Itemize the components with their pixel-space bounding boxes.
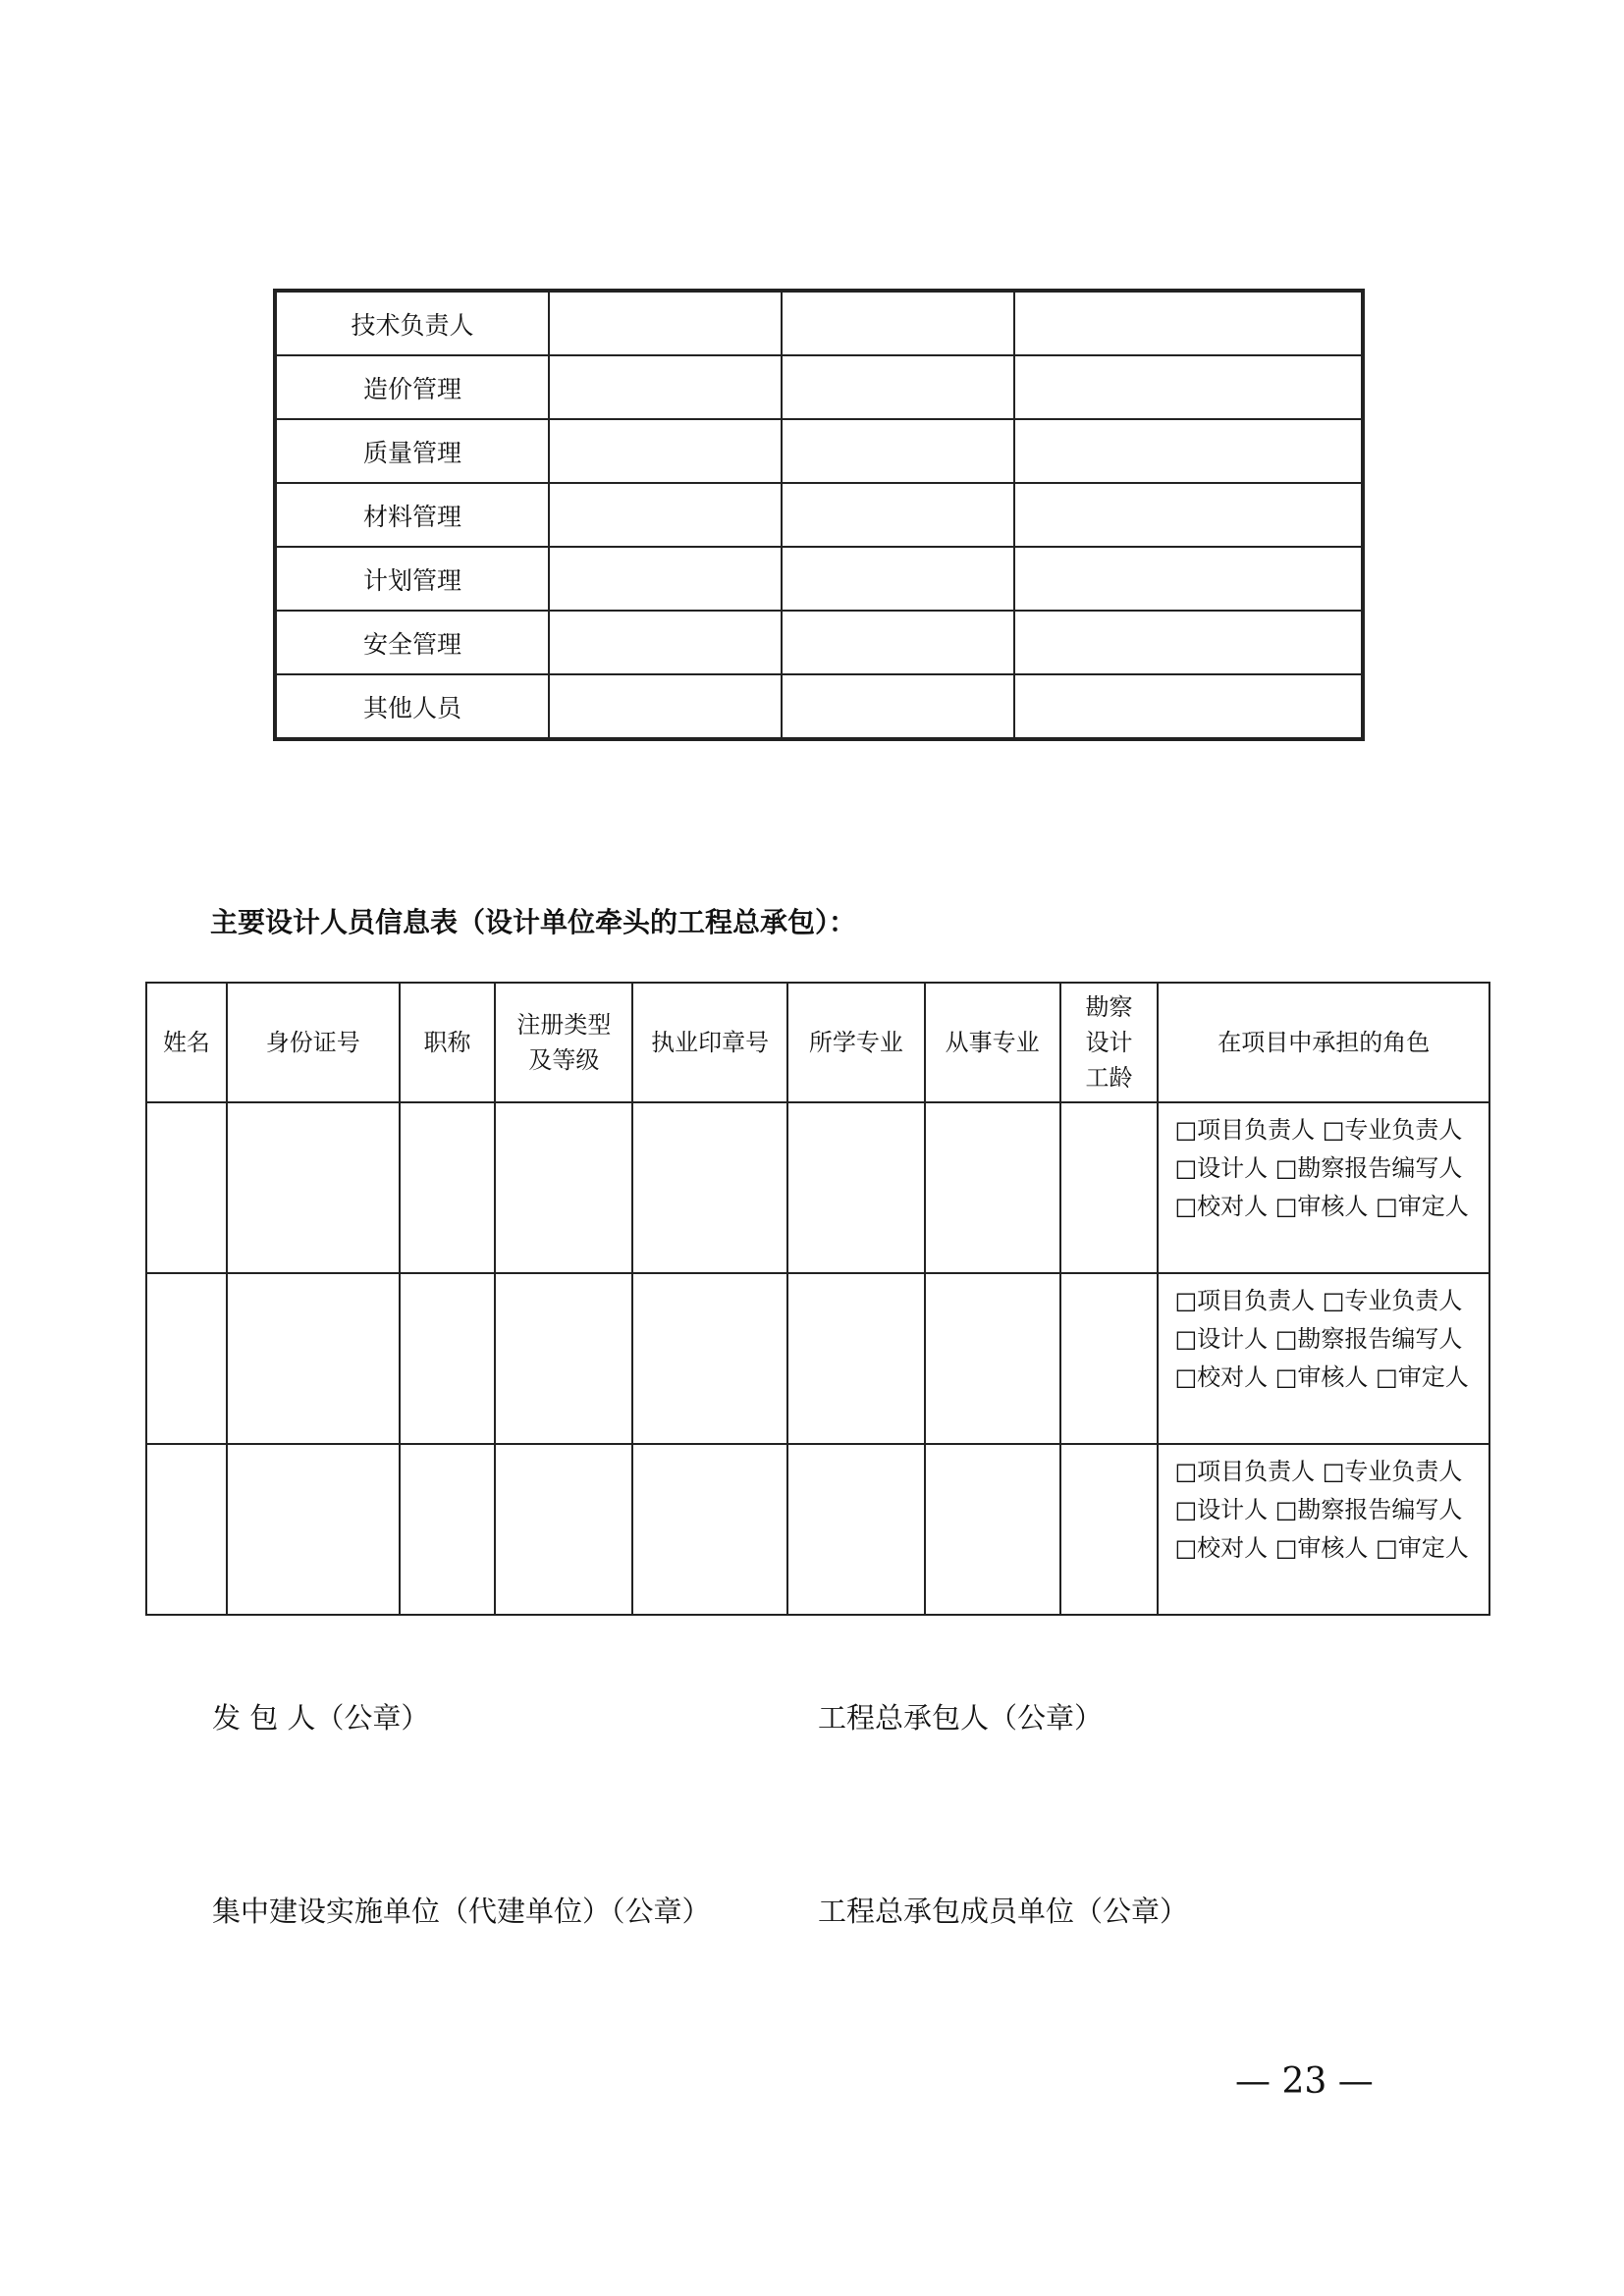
empty-cell [787, 1273, 925, 1444]
empty-cell [400, 1444, 496, 1615]
table-row [275, 674, 1363, 739]
header-design-years [1060, 983, 1159, 1102]
empty-cell [782, 355, 1014, 419]
header-line: 设计 [1085, 1029, 1133, 1056]
header-line: 勘察 [1085, 993, 1133, 1021]
empty-cell [549, 483, 782, 547]
empty-cell [1014, 419, 1363, 483]
empty-cell [787, 1102, 925, 1273]
role-cell: 技术负责人 [275, 291, 549, 355]
header-line: 注册类型 [516, 1011, 612, 1039]
header-major-practiced: 从事专业 [925, 983, 1060, 1102]
empty-cell [1014, 355, 1363, 419]
empty-cell [227, 1102, 400, 1273]
empty-cell [495, 1273, 632, 1444]
empty-cell [782, 547, 1014, 611]
header-major-studied: 所学专业 [787, 983, 925, 1102]
empty-cell [782, 419, 1014, 483]
table-row [146, 1102, 1489, 1273]
empty-cell [1060, 1444, 1159, 1615]
empty-cell [400, 1273, 496, 1444]
table-row [275, 547, 1363, 611]
role-options-cell [1158, 1102, 1489, 1273]
empty-cell [925, 1102, 1060, 1273]
empty-cell [1014, 547, 1363, 611]
contractor-seal-label: 工程总承包人（公章） [818, 1701, 1104, 1735]
empty-cell [1014, 291, 1363, 355]
empty-cell [549, 291, 782, 355]
empty-cell [495, 1444, 632, 1615]
section-title: 主要设计人员信息表（设计单位牵头的工程总承包）： [210, 906, 857, 938]
empty-cell [146, 1102, 227, 1273]
role-options-cell [1158, 1444, 1489, 1615]
empty-cell [549, 355, 782, 419]
empty-cell [400, 1102, 496, 1273]
table-row [275, 355, 1363, 419]
empty-cell [925, 1273, 1060, 1444]
empty-cell [632, 1102, 787, 1273]
empty-cell [227, 1444, 400, 1615]
table-row [275, 483, 1363, 547]
header-title: 职称 [400, 983, 496, 1102]
role-cell: 计划管理 [275, 547, 549, 611]
role-cell: 质量管理 [275, 419, 549, 483]
header-line: 及等级 [528, 1046, 600, 1074]
header-line: 工龄 [1085, 1064, 1133, 1092]
empty-cell [1014, 674, 1363, 739]
empty-cell [549, 611, 782, 674]
role-cell: 安全管理 [275, 611, 549, 674]
empty-cell [787, 1444, 925, 1615]
empty-cell [782, 483, 1014, 547]
empty-cell [632, 1444, 787, 1615]
empty-cell [1014, 483, 1363, 547]
header-project-role: 在项目中承担的角色 [1158, 983, 1489, 1102]
empty-cell [146, 1444, 227, 1615]
designer-table [145, 982, 1490, 1616]
table-row [275, 291, 1363, 355]
empty-cell [549, 419, 782, 483]
empty-cell [495, 1102, 632, 1273]
header-registration-type [495, 983, 632, 1102]
empty-cell [1014, 611, 1363, 674]
header-name: 姓名 [146, 983, 227, 1102]
role-options: □项目负责人 □专业负责人 □设计人 □勘察报告编写人 □校对人 □审核人 □审定人 [1174, 1116, 1469, 1220]
empty-cell [782, 611, 1014, 674]
empty-cell [549, 674, 782, 739]
table-row [275, 611, 1363, 674]
role-cell: 材料管理 [275, 483, 549, 547]
empty-cell [227, 1273, 400, 1444]
role-cell: 造价管理 [275, 355, 549, 419]
empty-cell [1060, 1102, 1159, 1273]
header-row [146, 983, 1489, 1102]
header-id-number: 身份证号 [227, 983, 400, 1102]
table-row [275, 419, 1363, 483]
empty-cell [146, 1273, 227, 1444]
role-options: □项目负责人 □专业负责人 □设计人 □勘察报告编写人 □校对人 □审核人 □审定人 [1174, 1458, 1469, 1562]
member-unit-seal-label: 工程总承包成员单位（公章） [818, 1895, 1189, 1928]
empty-cell [549, 547, 782, 611]
role-options-cell [1158, 1273, 1489, 1444]
header-seal-number: 执业印章号 [632, 983, 787, 1102]
empty-cell [782, 291, 1014, 355]
table-row [146, 1273, 1489, 1444]
empty-cell [925, 1444, 1060, 1615]
table-row [146, 1444, 1489, 1615]
page-number: — 23 — [1235, 2061, 1374, 2102]
role-options: □项目负责人 □专业负责人 □设计人 □勘察报告编写人 □校对人 □审核人 □审定人 [1174, 1287, 1469, 1391]
empty-cell [632, 1273, 787, 1444]
empty-cell [1060, 1273, 1159, 1444]
empty-cell [782, 674, 1014, 739]
agency-seal-label: 集中建设实施单位（代建单位）（公章） [212, 1895, 711, 1928]
staff-table [273, 289, 1365, 741]
role-cell: 其他人员 [275, 674, 549, 739]
employer-seal-label: 发 包 人（公章） [212, 1701, 430, 1735]
